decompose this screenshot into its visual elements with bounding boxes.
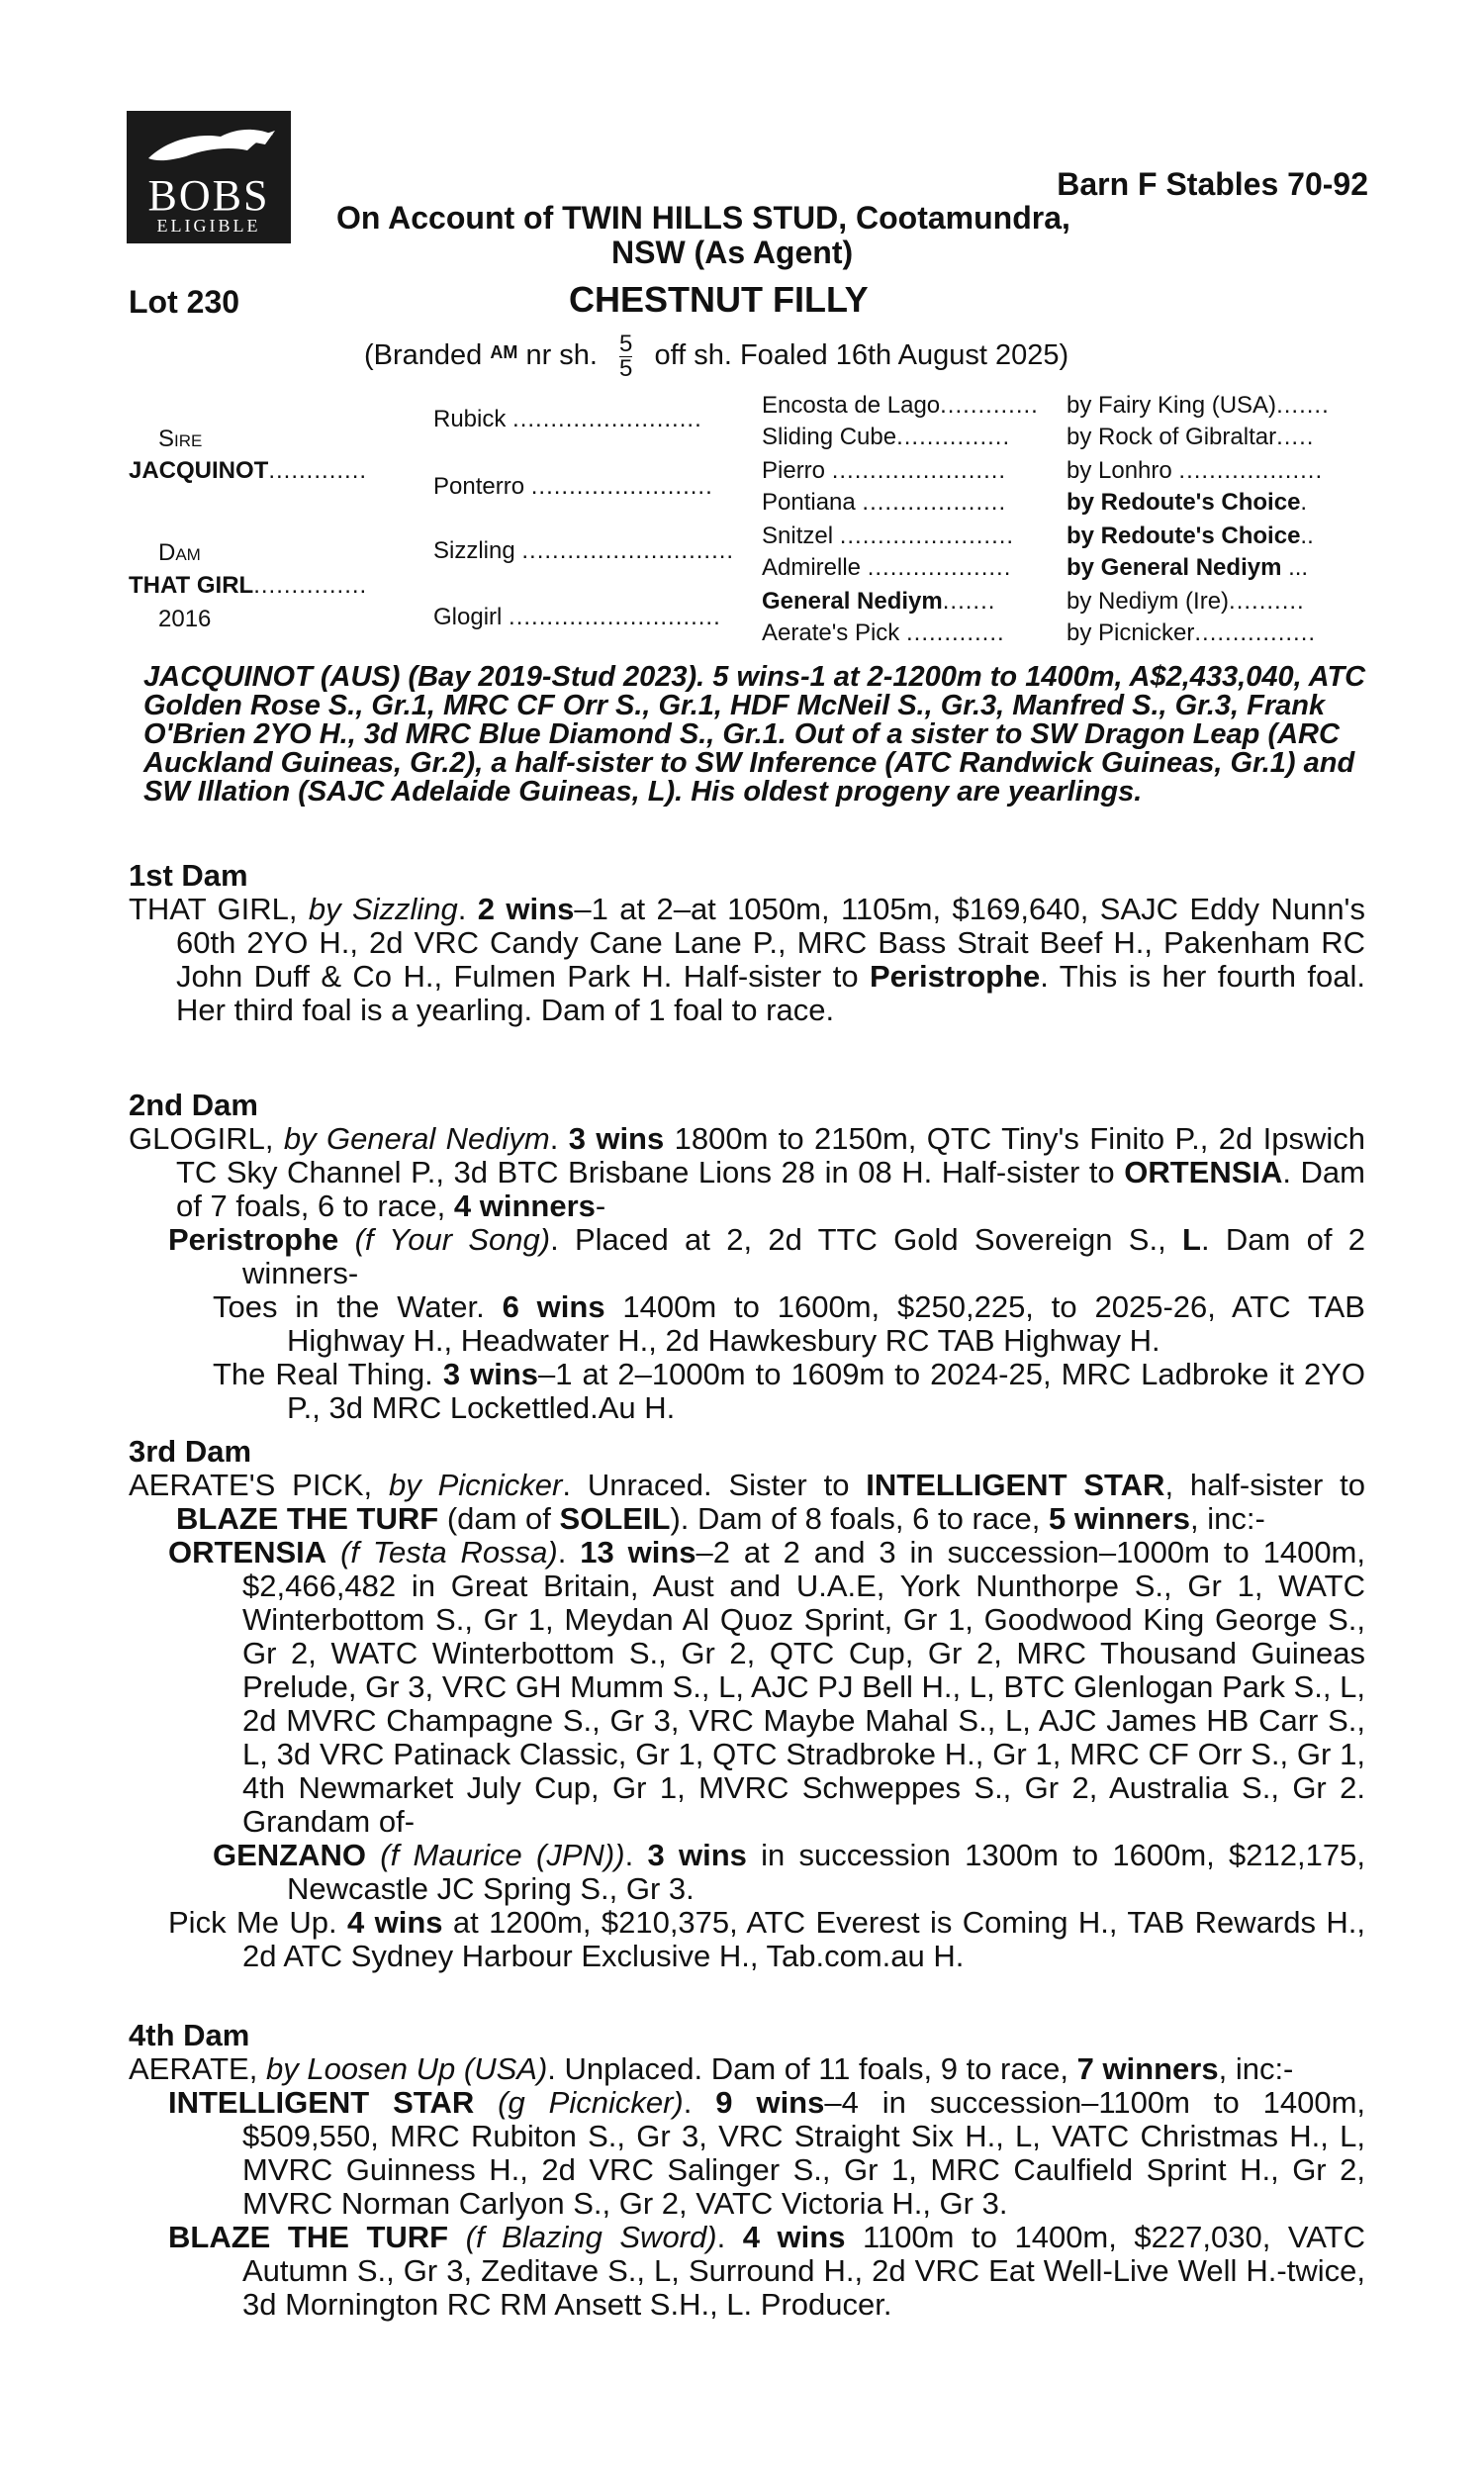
gen2-dam-sire: Sizzling ............................: [433, 537, 735, 564]
first-dam-text: THAT GIRL, by Sizzling. 2 wins–1 at 2–at 1050m, 1105m, $169,640, SAJC Eddy Nunn's 60th 2YO H., 2d VRC Candy Cane Lane P., MRC Bass Strait Beef H., Pakenham RC John Duff & Co H., Fulmen Park H. Half-sister to Peristrophe. This is her fourth foal. Her third foal is a yearling. Dam of 1 foal to race.: [129, 892, 1365, 1027]
genzano-entry: GENZANO (f Maurice (JPN)). 3 wins in succession 1300m to 1600m, $212,175, Newcastle JC Spring S., Gr 3.: [213, 1838, 1365, 1906]
brand-open: (Branded: [364, 339, 483, 372]
third-dam-section: [129, 1435, 1365, 1973]
gen3-7: General Nediym.......: [762, 588, 996, 615]
lot-title: CHESTNUT FILLY: [569, 279, 869, 320]
gen3-1: Encosta de Lago.............: [762, 392, 1039, 419]
dam-label: Dam: [158, 539, 201, 566]
sire-label: Sire: [158, 426, 203, 452]
third-dam-text: AERATE'S PICK, by Picnicker. Unraced. Sister to INTELLIGENT STAR, half-sister to BLAZE THE TURF (dam of SOLEIL). Dam of 8 foals, 6 to race, 5 winners, inc:-: [129, 1468, 1365, 1536]
gen2-dam-dam: Glogirl ............................: [433, 604, 721, 630]
first-dam-heading: 1st Dam: [129, 858, 248, 893]
gen2-sire-sire: Rubick .........................: [433, 406, 702, 432]
second-dam-heading: 2nd Dam: [129, 1088, 258, 1122]
pick-me-up-entry: Pick Me Up. 4 wins at 1200m, $210,375, ATC Everest is Coming H., TAB Rewards H., 2d ATC Sydney Harbour Exclusive H., Tab.com.au H.: [168, 1905, 1365, 1973]
second-dam-text: GLOGIRL, by General Nediym. 3 wins 1800m to 2150m, QTC Tiny's Finito P., 2d Ipswich TC Sky Channel P., 3d BTC Brisbane Lions 28 in 08 H. Half-sister to ORTENSIA. Dam of 7 foals, 6 to race, 4 winners-: [129, 1121, 1365, 1223]
first-dam-section: [129, 859, 1365, 1027]
fourth-dam-heading: 4th Dam: [129, 2018, 250, 2052]
logo-text-eligible: ELIGIBLE: [156, 216, 261, 236]
gen3-8-by: by Picnicker................: [1067, 619, 1317, 646]
gen3-2: Sliding Cube...............: [762, 424, 1011, 450]
gen3-7-by: by Nediym (Ire)..........: [1067, 588, 1305, 615]
blaze-the-turf-entry: BLAZE THE TURF (f Blazing Sword). 4 wins 1100m to 1400m, $227,030, VATC Autumn S., Gr 3, Zeditave S., L, Surround H., 2d VRC Eat Well-Live Well H.-twice, 3d Mornington RC RM Ansett S.H., L. Producer.: [168, 2220, 1365, 2322]
gen3-4-by: by Redoute's Choice.: [1067, 489, 1308, 516]
gen3-6-by: by General Nediym ...: [1067, 554, 1309, 581]
dam-year: 2016: [158, 606, 212, 632]
barn-location: Barn F Stables 70-92: [1057, 166, 1368, 202]
bobs-eligible-logo: [127, 111, 291, 243]
lot-number: Lot 230: [129, 284, 240, 320]
fourth-dam-section: [129, 2019, 1365, 2322]
gen3-2-by: by Rock of Gibraltar.....: [1067, 424, 1315, 450]
brand-rest: off sh. Foaled 16th August 2025): [654, 339, 1069, 372]
intelligent-star-entry: INTELLIGENT STAR (g Picnicker). 9 wins–4 in succession–1100m to 1400m, $509,550, MRC Rubiton S., Gr 3, VRC Straight Six H., L, VATC Christmas H., L, MVRC Guinness H., 2d VRC Salinger S., Gr 1, MRC Caulfield Sprint H., Gr 2, MVRC Norman Carlyon S., Gr 2, VATC Victoria H., Gr 3.: [168, 2085, 1366, 2221]
brand-mark: AM: [490, 342, 518, 363]
brand-nr: nr sh.: [525, 339, 598, 372]
sire-name: JACQUINOT.............: [129, 457, 368, 484]
logo-text-bobs: BOBS: [147, 171, 270, 220]
brand-info: [364, 333, 1068, 381]
vendor-line-1: On Account of TWIN HILLS STUD, Cootamundra,: [336, 200, 1070, 236]
gen3-4: Pontiana ...................: [762, 489, 1007, 516]
the-real-thing-entry: The Real Thing. 3 wins–1 at 2–1000m to 1609m to 2024-25, MRC Ladbroke it 2YO P., 3d MRC Lockettled.Au H.: [213, 1357, 1366, 1425]
second-dam-section: [129, 1089, 1365, 1425]
gen3-6: Admirelle ...................: [762, 554, 1012, 581]
brand-num-top: 5: [619, 331, 633, 357]
gen3-8: Aerate's Pick .............: [762, 619, 1005, 646]
gen2-sire-dam: Ponterro ........................: [433, 473, 713, 500]
sire-name-text: JACQUINOT: [129, 457, 269, 484]
vendor-line-2: NSW (As Agent): [611, 235, 854, 270]
peristrophe-entry: Peristrophe (f Your Song). Placed at 2, 2d TTC Gold Sovereign S., L. Dam of 2 winners-: [168, 1222, 1365, 1290]
gen3-5: Snitzel .......................: [762, 523, 1015, 549]
sire-summary: JACQUINOT (AUS) (Bay 2019-Stud 2023). 5 wins-1 at 2-1200m to 1400m, A$2,433,040, ATC Golden Rose S., Gr.1, MRC CF Orr S., Gr.1, HDF McNeil S., Gr.3, Manfred S., Gr.3, Frank O'Brien 2YO H., 3d MRC Blue Diamond S., Gr.1. Out of a sister to SW Dragon Leap (ARC Auckland Guineas, Gr.2), a half-sister to SW Inference (ATC Randwick Guineas, Gr.1) and SW Illation (SAJC Adelaide Guineas, L). His oldest progeny are yearlings.: [143, 661, 1366, 808]
third-dam-heading: 3rd Dam: [129, 1434, 252, 1469]
ortensia-entry: ORTENSIA (f Testa Rossa). 13 wins–2 at 2 and 3 in succession–1000m to 1400m, $2,466,482 in Great Britain, Aust and U.A.E, York Nunthorpe S., Gr 1, WATC Winterbottom S., Gr 1, Meydan Al Quoz Sprint, Gr 1, Goodwood King George S., Gr 2, WATC Winterbottom S., Gr 2, QTC Cup, Gr 2, MRC Thousand Guineas Prelude, Gr 3, VRC GH Mumm S., L, AJC PJ Bell H., L, BTC Glenlogan Park S., L, 2d MVRC Champagne S., Gr 3, VRC Maybe Mahal S., L, AJC James HB Carr S., L, 3d VRC Patinack Classic, Gr 1, QTC Stradbroke H., Gr 1, MRC CF Orr S., Gr 1, 4th Newmarket July Cup, Gr 1, MVRC Schweppes S., Gr 2, Australia S., Gr 2. Grandam of-: [168, 1535, 1365, 1839]
gen3-1-by: by Fairy King (USA).......: [1067, 392, 1330, 419]
brand-num-bottom: 5: [619, 355, 633, 382]
brand-fraction: [619, 333, 632, 381]
gen3-3-by: by Lonhro ...................: [1067, 457, 1324, 484]
gen3-5-by: by Redoute's Choice..: [1067, 523, 1314, 549]
dam-name-text: THAT GIRL: [129, 572, 254, 599]
fourth-dam-text: AERATE, by Loosen Up (USA). Unplaced. Dam of 11 foals, 9 to race, 7 winners, inc:-: [129, 2051, 1294, 2086]
dam-name: THAT GIRL...............: [129, 572, 368, 599]
toes-in-the-water-entry: Toes in the Water. 6 wins 1400m to 1600m, $250,225, to 2025-26, ATC TAB Highway H., Headwater H., 2d Hawkesbury RC TAB Highway H.: [213, 1289, 1365, 1358]
gen3-3: Pierro .......................: [762, 457, 1007, 484]
